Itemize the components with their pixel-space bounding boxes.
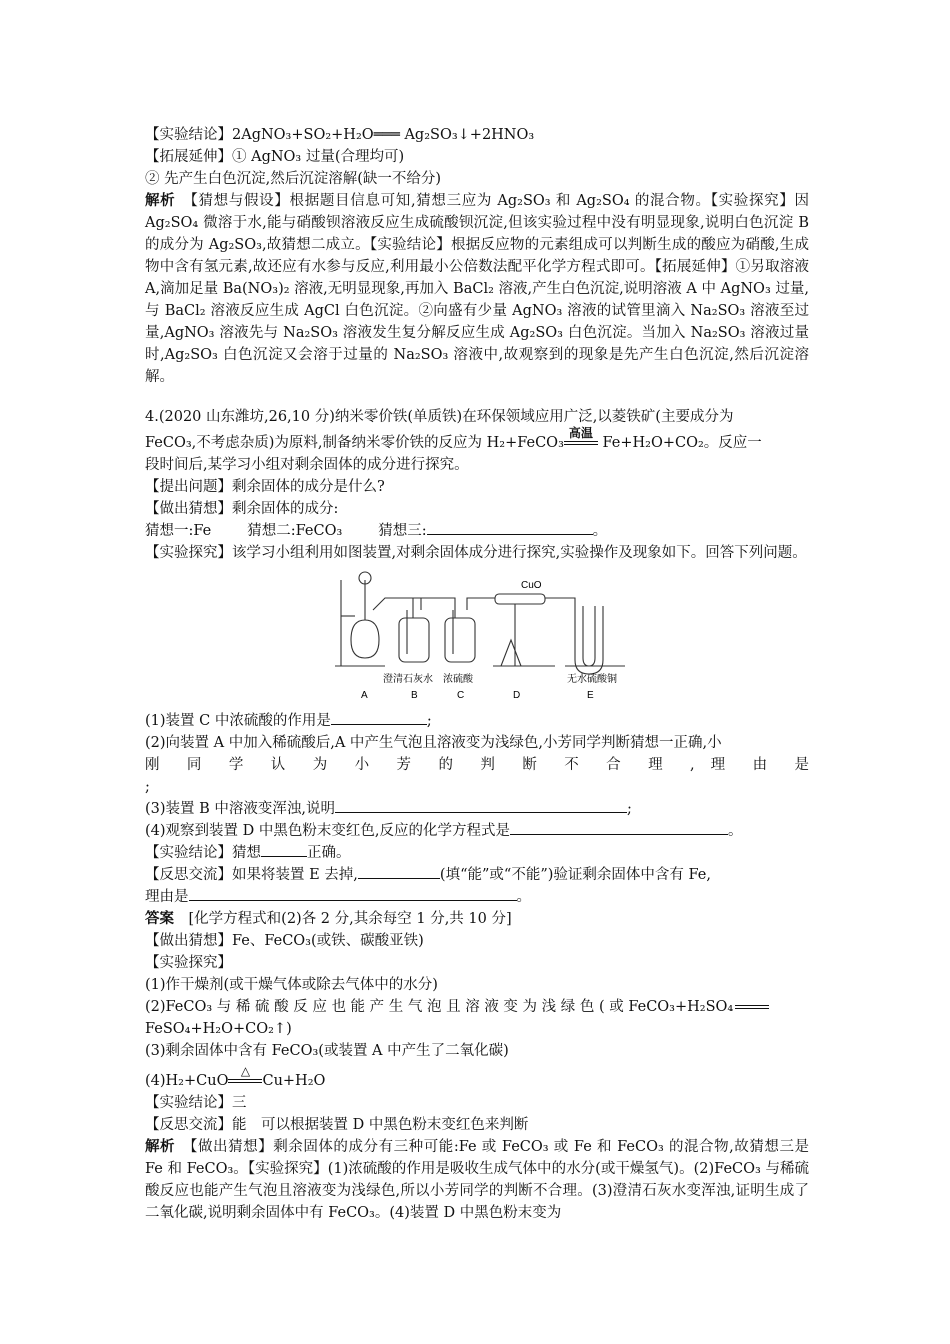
letter-d: D — [513, 690, 521, 701]
analysis-label-2: 解析 — [145, 1138, 176, 1155]
bottle-c — [445, 618, 475, 662]
answer-3: (3)剩余固体中含有 FeCO₃(或装置 A 中产生了二氧化碳) — [145, 1043, 509, 1059]
reaction-right: Fe+H₂O+CO₂。反应一 — [597, 435, 762, 451]
sub-question-4: (4)观察到装置 D 中黑色粉末变红色,反应的化学方程式是 。 — [145, 820, 809, 842]
label-e-text: 无水硫酸铜 — [567, 674, 617, 685]
reaction-left: FeCO₃,不考虑杂质)为原料,制备纳米零价铁的反应为 H₂+FeCO₃ — [145, 435, 564, 451]
guess-3: 猜想三: — [378, 523, 427, 539]
reason-blank — [189, 886, 517, 901]
conclusion-blank — [261, 842, 307, 857]
sub-question-4-text: (4)观察到装置 D 中黑色粉末变红色,反应的化学方程式是 — [145, 823, 510, 839]
flask-a — [351, 620, 379, 658]
guess-row: 猜想一:Fe 猜想二:FeCO₃ 猜想三: 。 — [145, 520, 809, 542]
sub-question-3-blank — [335, 798, 627, 813]
sub-question-1-text: (1)装置 C 中浓硫酸的作用是 — [145, 713, 331, 729]
letter-c: C — [457, 690, 465, 701]
conclusion-tail: 正确。 — [307, 845, 351, 861]
reflection — [145, 864, 809, 886]
sub-question-3-text: (3)装置 B 中溶液变浑浊,说明 — [145, 801, 336, 817]
document-page — [145, 124, 809, 1224]
answer-4-condition: △ — [240, 1064, 251, 1078]
analysis-text-2: 【做出猜想】剩余固体的成分有三种可能:Fe 或 FeCO₃ 或 Fe 和 FeCO₃ 的混合物,故猜想三是 Fe 和 FeCO₃。【实验探究】(1)浓硫酸的作用是吸收生成气体中的水分(或干燥氢气)。(2)FeCO₃ 与稀硫酸反应也能产生气泡且溶液变为浅绿色,所以小芳同学的判断不合理。(3)澄清石灰水变浑浊,证明生成了二氧化碳,说明剩余固体中有 FeCO₃。(4)装置 D 中黑色粉末变为 — [145, 1139, 810, 1221]
guess-3-blank — [427, 520, 593, 535]
answer-explore: 【实验探究】 — [145, 955, 232, 971]
answer-reflection: 【反思交流】能 可以根据装置 D 中黑色粉末变红色来判断 — [145, 1117, 529, 1133]
reflection-tail: (填“能”或“不能”)验证剩余固体中含有 Fe, — [439, 867, 711, 883]
ask-question: 【提出问题】剩余固体的成分是什么? — [145, 479, 385, 495]
reaction-condition: 高温 — [568, 426, 593, 440]
analysis-text: 【猜想与假设】根据题目信息可知,猜想三应为 Ag₂SO₃ 和 Ag₂SO₄ 的混合物。【实验探究】因 Ag₂SO₄ 微溶于水,能与硝酸钡溶液反应生成硫酸钡沉淀,但该实验过程中没有明显现象,说明白色沉淀 B 的成分为 Ag₂SO₃,故猜想二成立。【实验结论】根据反应物的元素组成可以判断生成的酸应为硝酸,生成物中含有氢元素,故还应有水参与反应,利用最小公倍数法配平化学方程式即可。【拓展延伸】①另取溶液 A,滴加足量 Ba(NO₃)₂ 溶液,无明显现象,再加入 BaCl₂ 溶液,产生白色沉淀,说明溶液 A 中 AgNO₃ 过量,与 BaCl₂ 溶液反应生成 AgCl 白色沉淀。②向盛有少量 AgNO₃ 溶液的试管里滴入 Na₂SO₃ 溶液至过量,AgNO₃ 溶液先与 Na₂SO₃ 溶液发生复分解反应生成 Ag₂SO₃ 白色沉淀。当加入 Na₂SO₃ 溶液过量时,Ag₂SO₃ 白色沉淀又会溶于过量的 Na₂SO₃ 溶液中,故观察到的现象是先产生白色沉淀,然后沉淀溶解。 — [145, 193, 810, 385]
make-guess: 【做出猜想】剩余固体的成分: — [145, 501, 339, 517]
sub-question-2b: 刚 同 学 认 为 小 芳 的 判 断 不 合 理 , 理 由 是 — [145, 757, 809, 773]
sub-question-4-blank — [510, 820, 728, 835]
tube-d — [495, 594, 545, 604]
answer-header — [145, 908, 809, 930]
extension-line-2: ② 先产生白色沉淀,然后沉淀溶解(缺一不给分) — [145, 171, 442, 187]
letter-b: B — [411, 690, 418, 701]
answer-4-right: Cu+H₂O — [262, 1073, 326, 1089]
u-tube-e — [575, 606, 603, 674]
conclusion-text: 【实验结论】猜想 — [145, 845, 261, 861]
answer-2-text: (2)FeCO₃ 与 稀 硫 酸 反 应 也 能 产 生 气 泡 且 溶 液 变 为 浅 绿 色 ( 或 FeCO₃+H₂SO₄ — [145, 999, 734, 1015]
extension-line: 【拓展延伸】① AgNO₃ 过量(合理均可) — [145, 149, 405, 165]
conclusion-line: 【实验结论】2AgNO₃+SO₂+H₂O═══ Ag₂SO₃↓+2HNO₃ — [145, 127, 535, 143]
answer-4-equals — [228, 1064, 262, 1087]
answer-2b: FeSO₄+H₂O+CO₂↑) — [145, 1021, 292, 1037]
answer-4 — [145, 1064, 809, 1092]
answer-2-equals — [735, 1001, 769, 1013]
answer-1: (1)作干燥剂(或干燥气体或除去气体中的水分) — [145, 977, 438, 993]
sub-question-1-blank — [331, 710, 427, 725]
apparatus-figure — [325, 570, 645, 702]
sub-question-3: (3)装置 B 中溶液变浑浊,说明 ; — [145, 798, 809, 820]
cuo-label: CuO — [521, 580, 542, 591]
answer-score: [化学方程式和(2)各 2 分,其余每空 1 分,共 10 分] — [188, 911, 512, 927]
question-4-continue: 段时间后,某学习小组对剩余固体的成分进行探究。 — [145, 457, 469, 473]
question-4-intro: 4.(2020 山东潍坊,26,10 分)纳米零价铁(单质铁)在环保领域应用广泛,以菱铁矿(主要成分为 — [145, 409, 734, 425]
reaction-equals — [564, 426, 598, 449]
reflection-text: 【反思交流】如果将装置 E 去掉, — [145, 867, 358, 883]
analysis-paragraph — [145, 190, 809, 388]
reflection-blank — [358, 864, 440, 879]
label-c-text: 浓硫酸 — [443, 674, 473, 685]
label-b-text: 澄清石灰水 — [383, 674, 433, 685]
sub-question-1: (1)装置 C 中浓硫酸的作用是 ; — [145, 710, 809, 732]
letter-e: E — [587, 690, 594, 701]
reason: 理由是 。 — [145, 886, 809, 908]
sub-question-2c: ; — [145, 779, 150, 795]
answer-label: 答案 — [145, 910, 174, 927]
guess-2: 猜想二:FeCO₃ — [247, 523, 343, 539]
analysis-paragraph-2 — [145, 1136, 809, 1224]
explore-instructions: 【实验探究】该学习小组利用如图装置,对剩余固体成分进行探究,实验操作及现象如下。回答下列问题。 — [145, 545, 807, 561]
letter-a: A — [361, 690, 368, 701]
answer-guess: 【做出猜想】Fe、FeCO₃(或铁、碳酸亚铁) — [145, 933, 424, 949]
bottle-b — [399, 618, 429, 662]
lamp-d — [501, 640, 521, 666]
analysis-label: 解析 — [145, 192, 176, 209]
question-4-reaction — [145, 426, 809, 454]
guess-1: 猜想一:Fe — [145, 523, 212, 539]
sub-question-2a: (2)向装置 A 中加入稀硫酸后,A 中产生气泡且溶液变为浅绿色,小芳同学判断猜想一正确,小 — [145, 735, 722, 751]
answer-2 — [145, 996, 809, 1018]
reason-text: 理由是 — [145, 889, 189, 905]
answer-4-left: (4)H₂+CuO — [145, 1073, 229, 1089]
experiment-conclusion — [145, 842, 809, 864]
answer-conclusion: 【实验结论】三 — [145, 1095, 247, 1111]
